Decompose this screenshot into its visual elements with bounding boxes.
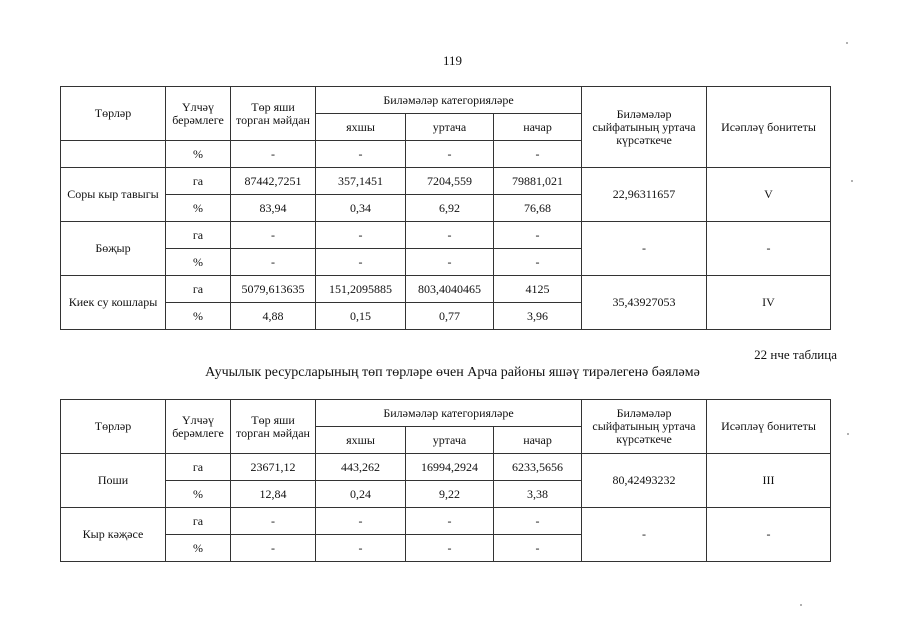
poor-cell: 79881,021	[494, 168, 582, 195]
good-cell: 0,24	[316, 481, 406, 508]
header-poor: начар	[494, 114, 582, 141]
area-cell: -	[231, 222, 316, 249]
quality-cell: -	[582, 508, 707, 562]
good-cell: -	[316, 508, 406, 535]
quality-cell: 80,42493232	[582, 454, 707, 508]
page-number: 119	[442, 53, 463, 68]
good-cell: 357,1451	[316, 168, 406, 195]
medium-cell: -	[406, 141, 494, 168]
header-area: Төр яши торган мәйдан	[231, 400, 316, 454]
quality-cell: -	[582, 222, 707, 276]
header-quality: Биләмәләр сыйфатының уртача күрсәткече	[582, 400, 707, 454]
good-cell: -	[316, 141, 406, 168]
header-categories: Биләмәләр категорияләре	[316, 400, 582, 427]
table-row	[61, 168, 831, 195]
poor-cell: 3,96	[494, 303, 582, 330]
unit-cell: га	[166, 508, 231, 535]
good-cell: 0,34	[316, 195, 406, 222]
poor-cell: -	[494, 141, 582, 168]
unit-cell: %	[166, 481, 231, 508]
quality-cell: 22,96311657	[582, 168, 707, 222]
medium-cell: -	[406, 222, 494, 249]
medium-cell: -	[406, 508, 494, 535]
unit-cell: %	[166, 249, 231, 276]
good-cell: -	[316, 535, 406, 562]
area-cell: -	[231, 249, 316, 276]
header-quality: Биләмәләр сыйфатының уртача күрсәткече	[582, 87, 707, 168]
poor-cell: -	[494, 535, 582, 562]
unit-cell: %	[166, 141, 231, 168]
header-blank-cell	[61, 141, 166, 168]
medium-cell: 0,77	[406, 303, 494, 330]
species-name: Киек су кошлары	[61, 276, 166, 330]
header-species: Төрләр	[61, 400, 166, 454]
poor-cell: -	[494, 508, 582, 535]
header-unit: Үлчәү берәмлеге	[166, 87, 231, 141]
scan-speck	[800, 604, 802, 606]
poor-cell: -	[494, 249, 582, 276]
header-unit: Үлчәү берәмлеге	[166, 400, 231, 454]
quality-cell: 35,43927053	[582, 276, 707, 330]
bonitet-cell: III	[707, 454, 831, 508]
bonitet-cell: -	[707, 508, 831, 562]
bonitet-cell: -	[707, 222, 831, 276]
bonitet-cell: V	[707, 168, 831, 222]
header-medium: уртача	[406, 427, 494, 454]
species-name: Кыр кәҗәсе	[61, 508, 166, 562]
unit-cell: га	[166, 168, 231, 195]
header-poor: начар	[494, 427, 582, 454]
species-name: Бөҗыр	[61, 222, 166, 276]
scan-speck	[851, 180, 853, 182]
area-cell: 4,88	[231, 303, 316, 330]
area-cell: 12,84	[231, 481, 316, 508]
unit-cell: %	[166, 303, 231, 330]
header-categories: Биләмәләр категорияләре	[316, 87, 582, 114]
area-cell: 87442,7251	[231, 168, 316, 195]
table-row	[61, 454, 831, 481]
medium-cell: 16994,2924	[406, 454, 494, 481]
poor-cell: -	[494, 222, 582, 249]
unit-cell: га	[166, 222, 231, 249]
good-cell: 151,2095885	[316, 276, 406, 303]
unit-cell: га	[166, 276, 231, 303]
habitat-table-1	[60, 86, 831, 330]
poor-cell: 4125	[494, 276, 582, 303]
header-bonitet: Исәпләү бонитеты	[707, 400, 831, 454]
good-cell: -	[316, 222, 406, 249]
unit-cell: га	[166, 454, 231, 481]
area-cell: 23671,12	[231, 454, 316, 481]
table-row	[61, 508, 831, 535]
area-cell: -	[231, 508, 316, 535]
medium-cell: -	[406, 249, 494, 276]
medium-cell: 803,4040465	[406, 276, 494, 303]
header-good: яхшы	[316, 427, 406, 454]
scan-speck	[846, 42, 848, 44]
poor-cell: 76,68	[494, 195, 582, 222]
good-cell: 0,15	[316, 303, 406, 330]
area-cell: 5079,613635	[231, 276, 316, 303]
table-row	[61, 222, 831, 249]
medium-cell: 6,92	[406, 195, 494, 222]
unit-cell: %	[166, 195, 231, 222]
header-bonitet: Исәпләү бонитеты	[707, 87, 831, 168]
table-title: Аучылык ресурсларының төп төрләре өчен Арча районы яшәү тирәлегенә бәяләмә	[205, 365, 700, 380]
good-cell: -	[316, 249, 406, 276]
area-cell: -	[231, 141, 316, 168]
table-number: 22 нче таблица	[754, 347, 837, 362]
medium-cell: -	[406, 535, 494, 562]
unit-cell: %	[166, 535, 231, 562]
good-cell: 443,262	[316, 454, 406, 481]
medium-cell: 9,22	[406, 481, 494, 508]
bonitet-cell: IV	[707, 276, 831, 330]
scan-speck	[847, 433, 849, 435]
table-row	[61, 276, 831, 303]
species-name: Соры кыр тавыгы	[61, 168, 166, 222]
header-good: яхшы	[316, 114, 406, 141]
poor-cell: 3,38	[494, 481, 582, 508]
habitat-table-2	[60, 399, 831, 562]
species-name: Поши	[61, 454, 166, 508]
poor-cell: 6233,5656	[494, 454, 582, 481]
header-species: Төрләр	[61, 87, 166, 141]
header-medium: уртача	[406, 114, 494, 141]
header-area: Төр яши торган мәйдан	[231, 87, 316, 141]
area-cell: 83,94	[231, 195, 316, 222]
area-cell: -	[231, 535, 316, 562]
medium-cell: 7204,559	[406, 168, 494, 195]
